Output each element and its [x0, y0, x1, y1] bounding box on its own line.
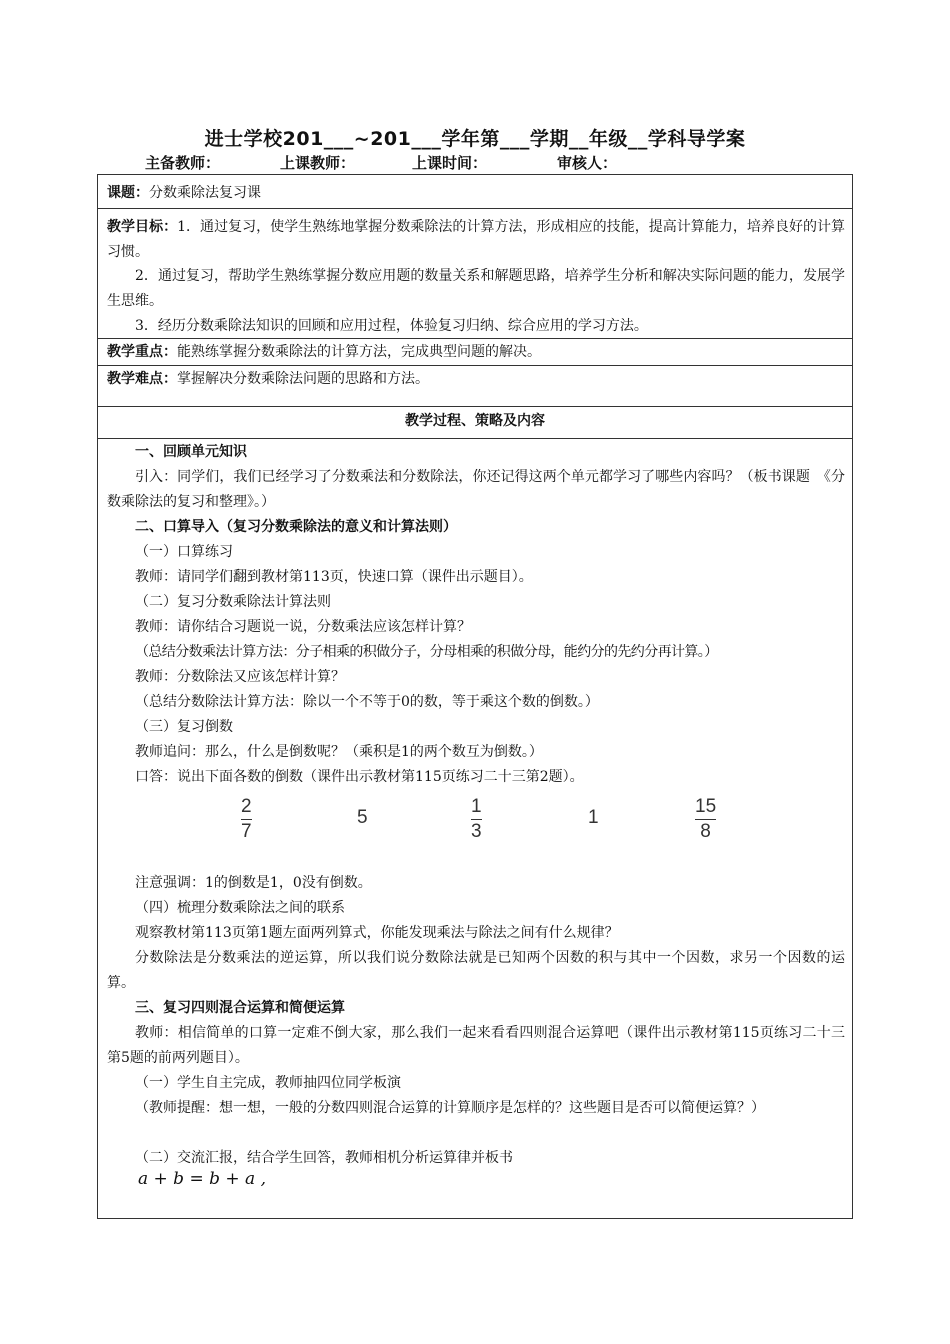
- topic-value: 分数乘除法复习课: [149, 185, 261, 201]
- goal-2: 2．通过复习，帮助学生熟练掌握分数应用题的数量关系和解题思路，培养学生分析和解决实际问题的能力，发展学生思维。: [107, 268, 845, 309]
- fraction-denominator: 8: [700, 821, 711, 842]
- section-2-sub-1: （一）口算练习: [135, 544, 233, 560]
- fraction-denominator: 3: [471, 821, 482, 842]
- fraction-numerator: 15: [695, 796, 717, 817]
- number-1: 1: [588, 807, 599, 828]
- key-row: [107, 340, 541, 364]
- page-title: 进士学校201___~201___学年第___学期__年级__学科导学案: [204, 128, 746, 150]
- row-divider: [98, 438, 852, 439]
- section-2-para-6: 教师追问：那么，什么是倒数呢？（乘积是1的两个数互为倒数。）: [135, 744, 543, 760]
- formula-commutative: a + b = b + a ,: [138, 1169, 266, 1189]
- fraction-bar: [695, 819, 716, 820]
- section-2-title: 二、口算导入（复习分数乘除法的意义和计算法则）: [135, 519, 457, 535]
- section-3-sub-2: （二）交流汇报，结合学生回答，教师相机分析运算律并板书: [135, 1150, 513, 1166]
- section-2-para-5: （总结分数除法计算方法：除以一个不等于0的数，等于乘这个数的倒数。）: [135, 694, 599, 710]
- class-teacher-label: 上课教师：: [280, 154, 356, 172]
- goals-label: 教学目标：: [107, 219, 178, 235]
- section-2-para-4: 教师：分数除法又应该怎样计算？: [135, 669, 345, 685]
- difficulty-value: 掌握解决分数乘除法问题的思路和方法。: [177, 371, 429, 387]
- fraction-bar: [241, 819, 252, 820]
- section-2-para-10: 分数除法是分数乘法的逆运算，所以我们说分数除法就是已知两个因数的积与其中一个因数，求另一个因数的运算。: [107, 950, 845, 991]
- section-2-para-8: 注意强调：1的倒数是1，0没有倒数。: [135, 875, 372, 891]
- fraction-1-3: [471, 796, 482, 843]
- process-heading: 教学过程、策略及内容: [405, 413, 545, 429]
- section-2-para-3: （总结分数乘法计算方法：分子相乘的积做分子，分母相乘的积做分母，能约分的先约分再计算。）: [135, 644, 718, 660]
- goals-row: [107, 215, 845, 265]
- section-1-title: 一、回顾单元知识: [135, 444, 247, 460]
- section-3-title: 三、复习四则混合运算和简便运算: [135, 1000, 345, 1016]
- topic-row: [107, 181, 261, 205]
- goal-1: 1．通过复习，使学生熟练地掌握分数乘除法的计算方法，形成相应的技能，提高计算能力，培养良好的计算习惯。: [107, 219, 846, 260]
- difficulty-label: 教学难点：: [107, 371, 177, 387]
- class-time-label: 上课时间：: [412, 154, 488, 172]
- reviewer-label: 审核人：: [557, 154, 618, 172]
- fraction-numerator: 1: [471, 796, 482, 817]
- section-3-para-1: 教师：相信简单的口算一定难不倒大家，那么我们一起来看看四则混合运算吧（课件出示教材第115页练习二十三第5题的前两列题目）。: [107, 1025, 845, 1066]
- section-2-para-9: 观察教材第113页第1题左面两列算式，你能发现乘法与除法之间有什么规律？: [135, 925, 619, 941]
- section-3-sub-1: （一）学生自主完成，教师抽四位同学板演: [135, 1075, 401, 1091]
- difficulty-row: [107, 367, 429, 391]
- key-value: 能熟练掌握分数乘除法的计算方法，完成典型问题的解决。: [177, 344, 541, 360]
- section-1-intro: 引入：同学们，我们已经学习了分数乘法和分数除法，你还记得这两个单元都学习了哪些内容吗？（板书课题 《分数乘除法的复习和整理》。）: [107, 469, 845, 510]
- number-5: 5: [357, 807, 368, 828]
- section-2-para-7: 口答：说出下面各数的倒数（课件出示教材第115页练习二十三第2题）。: [135, 769, 584, 785]
- section-2-sub-2: （二）复习分数乘除法计算法则: [135, 594, 331, 610]
- goal-3: 3．经历分数乘除法知识的回顾和应用过程，体验复习归纳、综合应用的学习方法。: [135, 318, 648, 334]
- fraction-15-8: [695, 796, 716, 843]
- row-divider: [98, 365, 852, 366]
- fraction-2-7: [241, 796, 252, 843]
- section-3-para-2: （教师提醒：想一想，一般的分数四则混合运算的计算顺序是怎样的？这些题目是否可以简便运算？）: [135, 1100, 765, 1116]
- section-2-para-1: 教师：请同学们翻到教材第113页，快速口算（课件出示题目）。: [135, 569, 533, 585]
- lead-teacher-label: 主备教师：: [145, 154, 221, 172]
- key-label: 教学重点：: [107, 344, 177, 360]
- section-2-sub-3: （三）复习倒数: [135, 719, 233, 735]
- row-divider: [98, 406, 852, 407]
- section-2-para-2: 教师：请你结合习题说一说，分数乘法应该怎样计算？: [135, 619, 471, 635]
- lesson-table: [97, 174, 853, 1219]
- fraction-numerator: 2: [241, 796, 252, 817]
- section-2-sub-4: （四）梳理分数乘除法之间的联系: [135, 900, 345, 916]
- fraction-bar: [471, 819, 482, 820]
- row-divider: [98, 338, 852, 339]
- row-divider: [98, 208, 852, 209]
- topic-label: 课题：: [107, 185, 149, 201]
- fraction-denominator: 7: [241, 821, 252, 842]
